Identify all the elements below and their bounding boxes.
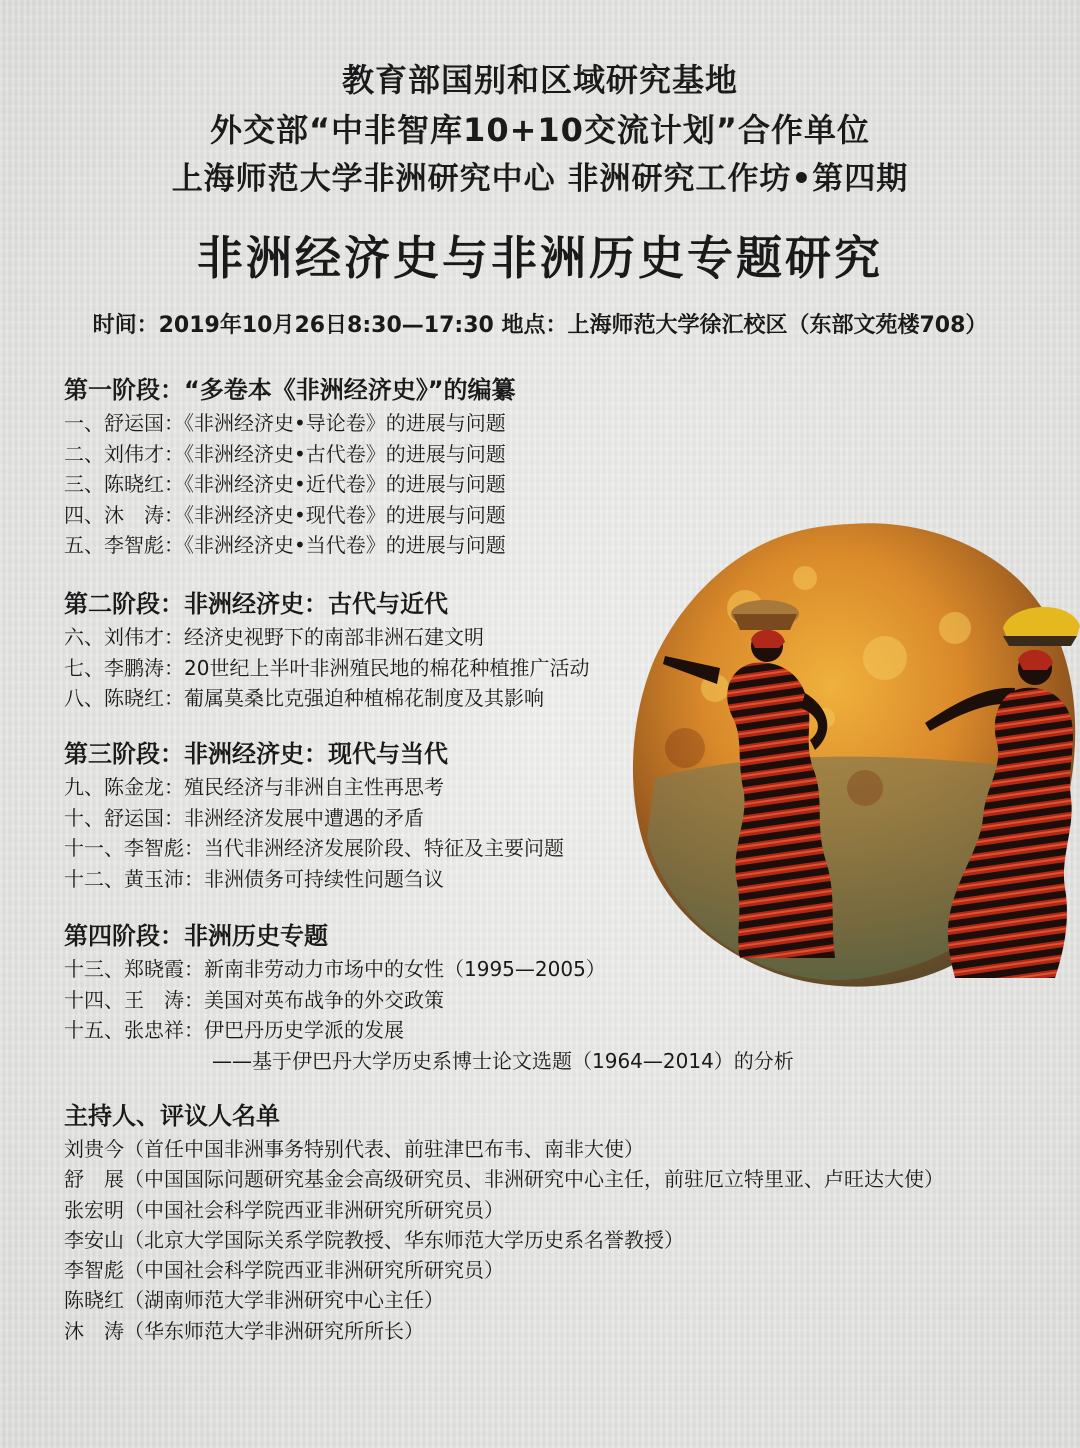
agenda-item: 十一、李智彪：当代非洲经济发展阶段、特征及主要问题 xyxy=(64,836,564,860)
page-title: 非洲经济史与非洲历史专题研究 xyxy=(197,231,883,285)
agenda-item: 十四、王 涛：美国对英布战争的外交政策 xyxy=(64,987,444,1012)
agenda-item: 五、李智彪：《非洲经济史•当代卷》的进展与问题 xyxy=(64,533,506,557)
host-entry: 舒 展（中国国际问题研究基金会高级研究员、非洲研究中心主任，前驻厄立特里亚、卢旺达大使） xyxy=(64,1167,944,1192)
host-entry: 李安山（北京大学国际关系学院教授、华东师范大学历史系名誉教授） xyxy=(64,1227,684,1252)
agenda-item-subtitle: ——基于伊巴丹大学历史系博士论文选题（1964—2014）的分析 xyxy=(212,1048,794,1073)
agenda-item: 二、刘伟才：《非洲经济史•古代卷》的进展与问题 xyxy=(64,441,506,466)
agenda-item: 十三、郑晓霞：新南非劳动力市场中的女性（1995—2005） xyxy=(64,957,606,981)
host-entry: 李智彪（中国社会科学院西亚非洲研究所研究员） xyxy=(64,1258,504,1283)
header-line-1: 教育部国别和区域研究基地 xyxy=(341,61,738,99)
agenda-item: 十、舒运国：非洲经济发展中遭遇的矛盾 xyxy=(64,805,424,830)
section-title: 第一阶段：“多卷本《非洲经济史》”的编纂 xyxy=(64,376,516,404)
section-hosts xyxy=(64,1098,1064,1346)
section-title: 第四阶段：非洲历史专题 xyxy=(64,922,328,950)
header-line-3: 上海师范大学非洲研究中心 非洲研究工作坊•第四期 xyxy=(171,161,909,197)
section-title: 第二阶段：非洲经济史：古代与近代 xyxy=(64,590,448,618)
section-stage-3 xyxy=(64,736,1064,894)
agenda-item: 八、陈晓红：葡属莫桑比克强迫种植棉花制度及其影响 xyxy=(64,686,544,710)
agenda-item: 十二、黄玉沛：非洲债务可持续性问题刍议 xyxy=(64,866,444,891)
section-stage-2 xyxy=(64,586,1064,714)
host-entry: 张宏明（中国社会科学院西亚非洲研究所研究员） xyxy=(64,1197,504,1222)
host-entry: 刘贵今（首任中国非洲事务特别代表、前驻津巴布韦、南非大使） xyxy=(64,1137,644,1161)
agenda-item: 七、李鹏涛：20世纪上半叶非洲殖民地的棉花种植推广活动 xyxy=(64,655,590,680)
host-entry: 陈晓红（湖南师范大学非洲研究中心主任） xyxy=(64,1288,444,1313)
section-title: 第三阶段：非洲经济史：现代与当代 xyxy=(64,740,448,768)
section-title: 主持人、评议人名单 xyxy=(64,1102,280,1130)
host-entry: 沐 涛（华东师范大学非洲研究所所长） xyxy=(64,1318,424,1343)
agenda-item: 十五、张忠祥：伊巴丹历史学派的发展 xyxy=(64,1018,404,1042)
section-stage-1 xyxy=(64,372,1064,561)
agenda-item: 一、舒运国：《非洲经济史•导论卷》的进展与问题 xyxy=(64,411,506,435)
agenda-item: 九、陈金龙：殖民经济与非洲自主性再思考 xyxy=(64,775,444,799)
section-stage-4 xyxy=(64,918,1064,1076)
header-line-2: 外交部“中非智库10+10交流计划”合作单位 xyxy=(210,111,870,149)
agenda-item: 三、陈晓红：《非洲经济史•近代卷》的进展与问题 xyxy=(64,472,506,496)
agenda-item: 六、刘伟才：经济史视野下的南部非洲石建文明 xyxy=(64,625,484,649)
agenda-item: 四、沐 涛：《非洲经济史•现代卷》的进展与问题 xyxy=(64,502,506,527)
time-location: 时间：2019年10月26日8:30—17:30 地点：上海师范大学徐汇校区（东部文苑楼708） xyxy=(92,313,988,338)
